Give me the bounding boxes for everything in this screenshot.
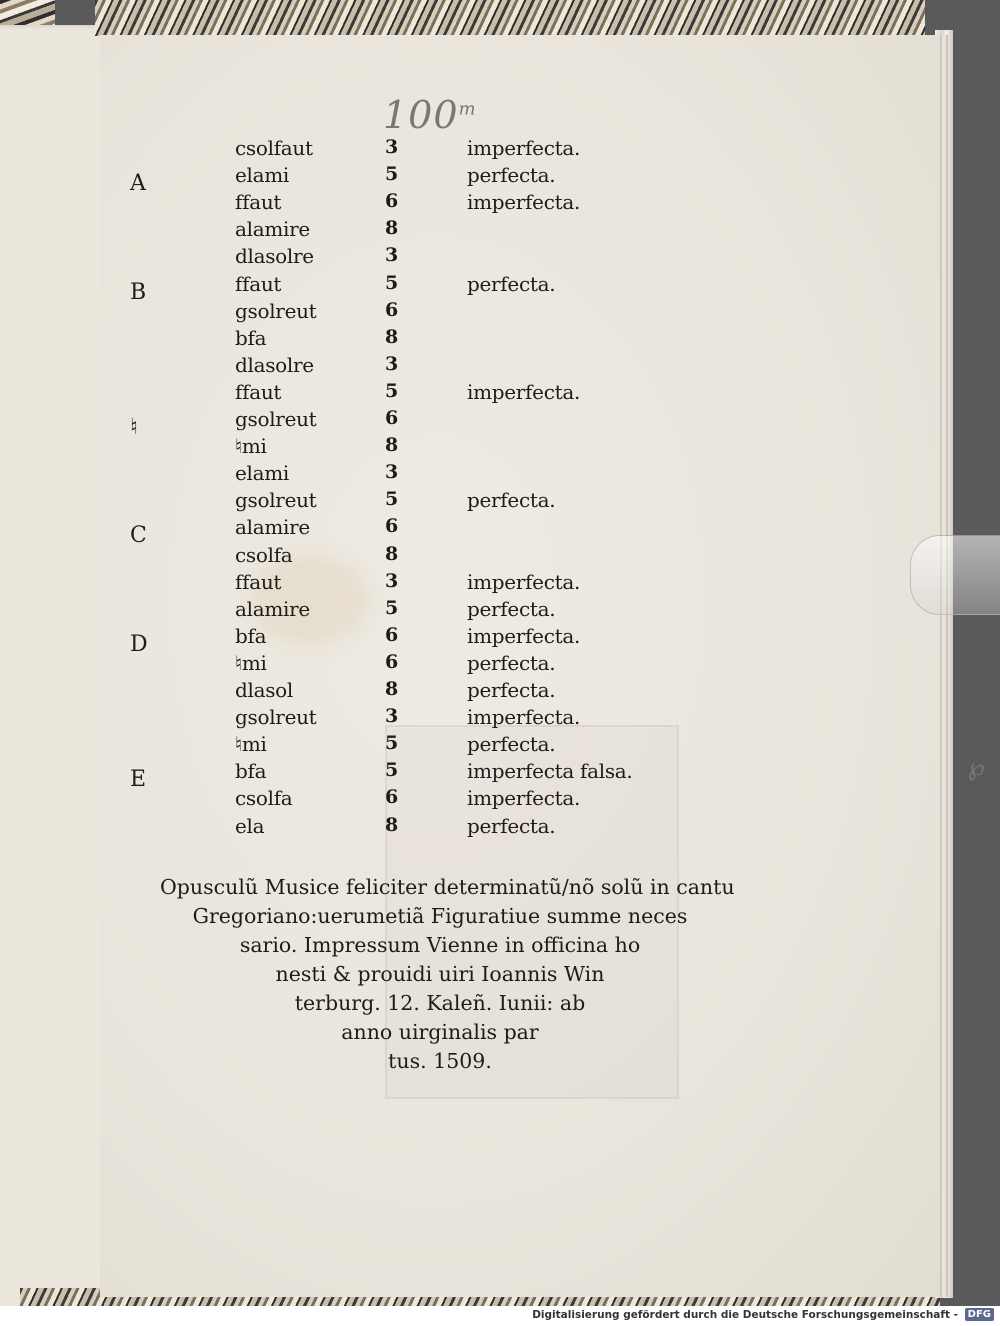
row-syllable: dlasolre [235,244,314,269]
left-cover-board [0,25,110,1310]
row-number: 8 [385,542,399,565]
colophon-line: anno uirginalis par [341,1020,539,1044]
row-syllable: ela [235,813,265,838]
row-syllable: elami [235,163,290,188]
table-row [100,623,940,657]
funding-credit: Digitalisierung gefördert durch die Deutsche Forschungsgemeinschaft - [532,1309,958,1321]
row-syllable: alamire [235,596,310,621]
row-number: 8 [385,325,399,348]
row-syllable: csolfa [235,542,293,567]
row-syllable: ffaut [235,271,282,296]
row-number: 3 [385,136,399,158]
row-number: 5 [385,596,399,619]
row-quality: imperfecta. [467,786,581,811]
table-row [100,407,940,440]
colophon-line: tus. 1509. [388,1049,492,1073]
row-quality: imperfecta. [467,136,581,160]
colophon-line: Opusculũ Musice feliciter determinatũ/nõ solũ in cantu [160,875,735,899]
row-number: 6 [385,298,399,321]
row-letter: E [130,767,147,793]
row-quality: perfecta. [467,488,556,513]
row-number: 3 [385,705,399,728]
row-letter: D [130,631,148,657]
table-row [100,597,940,624]
row-number: 5 [385,732,399,755]
table-row [100,786,940,813]
row-quality: imperfecta. [467,569,581,594]
row-letter: B [130,279,147,305]
row-quality: imperfecta. [467,623,581,648]
row-number: 5 [385,759,399,782]
row-number: 5 [385,488,399,511]
row-syllable: dlasolre [235,352,314,377]
row-number: 8 [385,217,399,240]
row-syllable: gsolreut [235,705,317,730]
row-number: 3 [385,352,399,375]
row-quality: imperfecta. [467,190,581,215]
row-number: 5 [385,163,399,186]
dfg-logo-icon: DFG [965,1308,994,1321]
row-quality: perfecta. [467,650,556,675]
row-syllable: ♮mi [235,434,267,459]
table-row [100,678,940,705]
colophon [160,873,735,1076]
row-letter: C [130,523,147,549]
row-number: 6 [385,190,399,213]
row-syllable: csolfaut [235,136,313,160]
table-row [100,570,940,597]
table-row [100,515,940,549]
row-quality: perfecta. [467,163,556,188]
row-syllable: gsolreut [235,298,317,323]
row-number: 8 [385,813,399,836]
row-number: 6 [385,407,399,429]
footer-bar [0,1306,1000,1326]
row-number: 3 [385,461,399,484]
table-row [100,353,940,380]
row-syllable: ffaut [235,569,282,594]
table-row [100,543,940,570]
row-number: 3 [385,244,399,267]
table-row [100,705,940,732]
colophon-line: sario. Impressum Vienne in officina ho [239,933,641,957]
row-syllable: ♮mi [235,650,267,675]
row-syllable: gsolreut [235,407,317,431]
row-syllable: elami [235,461,290,486]
table-row [100,651,940,678]
row-number: 5 [385,271,399,294]
colophon-line: Gregoriano:uerumetiã Figuratiue summe neces [192,904,688,928]
table-row [100,488,940,515]
row-quality: imperfecta falsa. [467,759,633,784]
table-row [100,244,940,271]
table-row [100,163,940,197]
colophon-line: nesti & prouidi uiri Ioannis Win [275,962,605,986]
row-syllable: bfa [235,325,267,350]
row-quality: perfecta. [467,813,556,838]
table-row [100,434,940,461]
table-row [100,326,940,353]
row-quality: perfecta. [467,271,556,296]
row-letter: A [130,171,146,197]
row-number: 5 [385,379,399,402]
row-number: 6 [385,650,399,673]
page-clip [910,535,1000,615]
row-syllable: dlasol [235,678,294,702]
table-row [100,136,940,163]
table-row [100,190,940,217]
row-syllable: ffaut [235,379,282,404]
table-row [100,814,940,841]
table-row [100,461,940,488]
library-stamp-icon: ℘ [968,753,985,781]
row-syllable: ffaut [235,190,282,215]
row-syllable: csolfa [235,786,293,811]
table-row [100,299,940,326]
row-quality: perfecta. [467,678,556,702]
row-quality: perfecta. [467,596,556,621]
row-number: 6 [385,786,399,809]
row-syllable: alamire [235,515,310,540]
row-number: 6 [385,623,399,646]
row-number: 6 [385,515,399,538]
book-page [100,35,985,1297]
colophon-line: terburg. 12. Kaleñ. Iunii: ab [294,991,586,1015]
table-row [100,732,940,759]
table-row [100,759,940,793]
table-row [100,380,940,407]
row-syllable: alamire [235,217,310,242]
row-quality: imperfecta. [467,379,581,404]
table-row [100,217,940,244]
row-number: 8 [385,434,399,457]
row-letter: ♮ [130,415,138,440]
row-number: 3 [385,569,399,592]
marbled-cover-top [95,0,925,36]
row-number: 8 [385,678,399,700]
row-syllable: gsolreut [235,488,317,513]
row-syllable: bfa [235,759,267,784]
table-row [100,271,940,305]
row-quality: perfecta. [467,732,556,757]
row-syllable: ♮mi [235,732,267,757]
row-quality: imperfecta. [467,705,581,730]
handwritten-shelfmark: 100$^m$ [383,93,477,137]
row-syllable: bfa [235,623,267,648]
